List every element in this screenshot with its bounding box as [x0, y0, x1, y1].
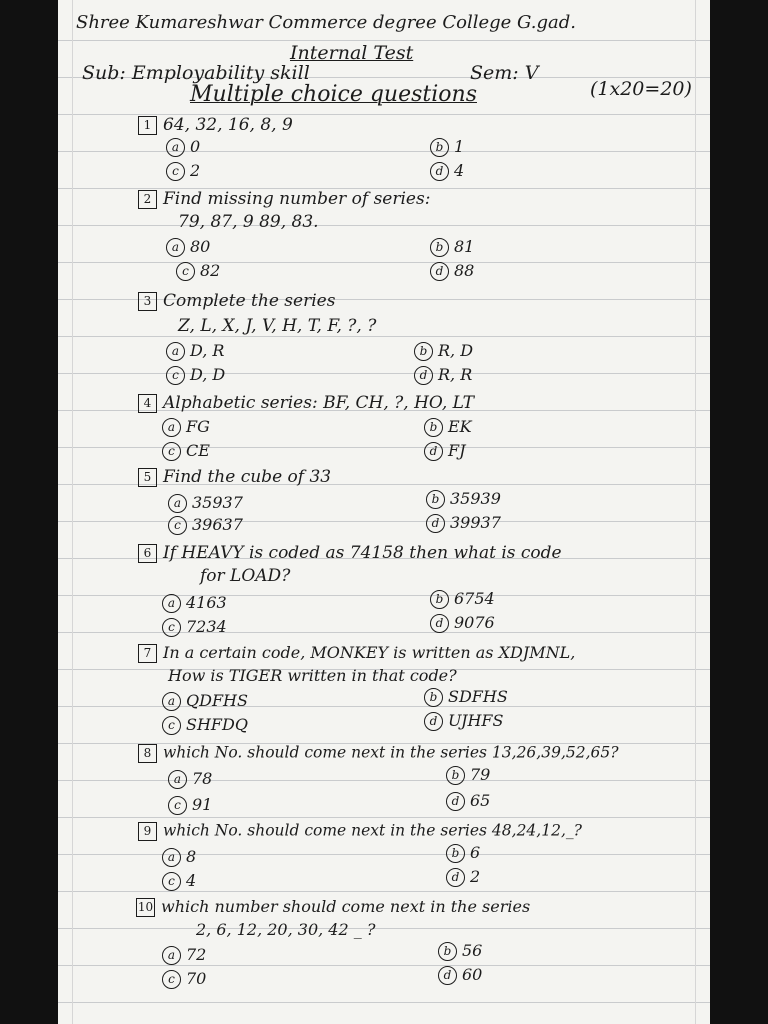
question-10 [136, 898, 530, 917]
option-d: d 39937 [426, 514, 501, 533]
option-c: c 4 [162, 872, 196, 891]
question-7 [138, 644, 575, 663]
option-b: b 6 [446, 844, 480, 863]
option-b: b 56 [438, 942, 482, 961]
question-text: which No. should come next in the series 48,24,12,_? [163, 821, 582, 840]
option-b: b 35939 [426, 490, 501, 509]
question-3-series: Z, L, X, J, V, H, T, F, ?, ? [178, 316, 377, 336]
option-a: a 4163 [162, 594, 227, 613]
option-d: d FJ [424, 442, 466, 461]
question-text: which No. should come next in the series 13,26,39,52,65? [163, 743, 619, 762]
question-text: Find the cube of 33 [163, 467, 332, 487]
question-number: 5 [138, 468, 157, 487]
notebook-page [58, 0, 710, 1024]
question-1 [138, 116, 293, 135]
option-c: c 91 [168, 796, 212, 815]
option-c: c 82 [176, 262, 220, 281]
question-9 [138, 822, 582, 841]
question-2-series: 79, 87, 9 89, 83. [178, 212, 319, 232]
option-d: d 65 [446, 792, 490, 811]
option-d: d 9076 [430, 614, 495, 633]
section-title: Multiple choice questions [190, 82, 477, 107]
question-number: 6 [138, 544, 157, 563]
option-c: c 39637 [168, 516, 243, 535]
option-b: b 1 [430, 138, 464, 157]
subject-line: Sub: Employability skill [82, 62, 310, 84]
question-6 [138, 544, 562, 563]
option-a: a 35937 [168, 494, 243, 513]
option-d: d UJHFS [424, 712, 503, 731]
question-5 [138, 468, 331, 487]
question-text: 64, 32, 16, 8, 9 [163, 115, 293, 135]
college-name: Shree Kumareshwar Commerce degree College G.gad. [76, 12, 576, 33]
semester-label: Sem: V [470, 62, 539, 84]
question-8 [138, 744, 619, 763]
question-number: 3 [138, 292, 157, 311]
option-b: b SDFHS [424, 688, 508, 707]
option-c: c 2 [166, 162, 200, 181]
option-a: a 8 [162, 848, 196, 867]
test-title: Internal Test [290, 42, 414, 64]
option-d: d 60 [438, 966, 482, 985]
question-text: Alphabetic series: BF, CH, ?, HO, LT [163, 393, 474, 413]
question-number: 2 [138, 190, 157, 209]
option-c: c SHFDQ [162, 716, 248, 735]
marks-scheme: (1x20=20) [590, 78, 692, 100]
question-text: which number should come next in the series [161, 897, 531, 916]
option-b: b EK [424, 418, 472, 437]
option-a: a 78 [168, 770, 212, 789]
option-a: a 80 [166, 238, 210, 257]
question-text: Complete the series [163, 291, 336, 311]
option-a: a D, R [166, 342, 224, 361]
question-10-series: 2, 6, 12, 20, 30, 42 _ ? [196, 920, 376, 939]
question-number: 1 [138, 116, 157, 135]
question-6-line-2: for LOAD? [200, 566, 291, 586]
option-a: a QDFHS [162, 692, 248, 711]
question-number: 9 [138, 822, 157, 841]
question-number: 10 [136, 898, 155, 917]
question-number: 4 [138, 394, 157, 413]
question-number: 7 [138, 644, 157, 663]
question-4 [138, 394, 474, 413]
option-b: b 6754 [430, 590, 495, 609]
option-d: d 88 [430, 262, 474, 281]
option-c: c CE [162, 442, 210, 461]
option-c: c D, D [166, 366, 225, 385]
option-b: b 79 [446, 766, 490, 785]
option-a: a 72 [162, 946, 206, 965]
question-text: Find missing number of series: [163, 189, 431, 209]
question-2 [138, 190, 430, 209]
question-7-line-2: How is TIGER written in that code? [168, 666, 457, 685]
option-d: d R, R [414, 366, 472, 385]
option-a: a 0 [166, 138, 200, 157]
option-d: d 4 [430, 162, 464, 181]
option-d: d 2 [446, 868, 480, 887]
option-c: c 70 [162, 970, 206, 989]
question-number: 8 [138, 744, 157, 763]
question-3 [138, 292, 335, 311]
question-text: If HEAVY is coded as 74158 then what is code [163, 543, 562, 563]
question-text: In a certain code, MONKEY is written as XDJMNL, [163, 643, 576, 662]
option-b: b R, D [414, 342, 473, 361]
option-c: c 7234 [162, 618, 227, 637]
option-a: a FG [162, 418, 210, 437]
option-b: b 81 [430, 238, 474, 257]
